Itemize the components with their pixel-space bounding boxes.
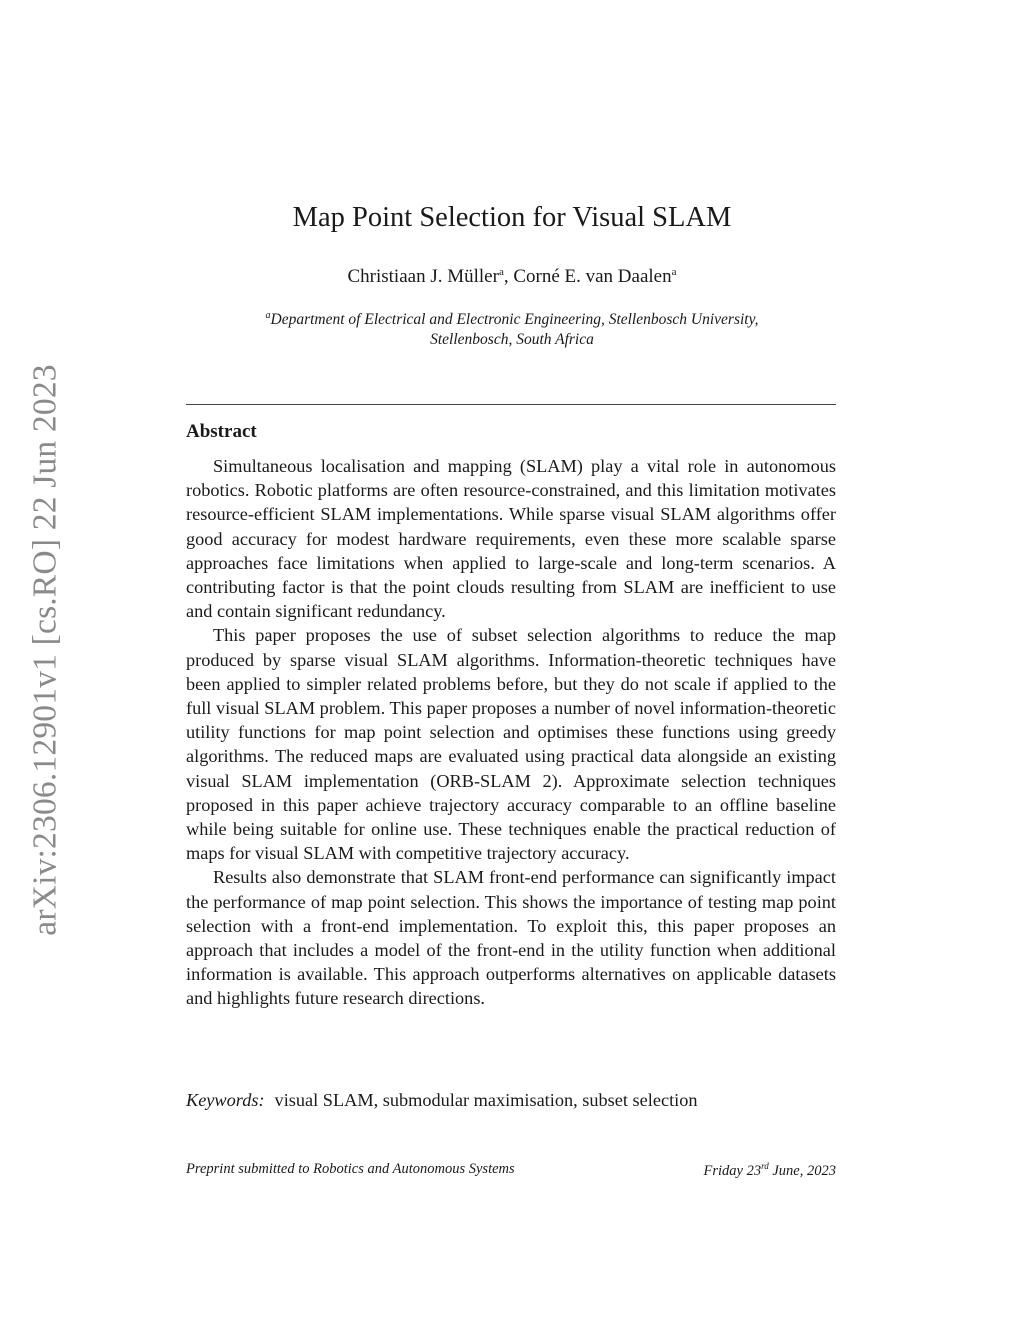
paper-title: Map Point Selection for Visual SLAM [292, 202, 732, 233]
footer-date [703, 1161, 836, 1180]
arxiv-side-stamp [26, 358, 66, 941]
horizontal-rule [186, 404, 836, 405]
affiliation-line [0, 306, 1024, 330]
author-affiliation-mark: a [671, 266, 677, 278]
abstract-body [186, 454, 836, 1011]
keywords-label: Keywords: [186, 1090, 265, 1110]
abstract-paragraph: This paper proposes the use of subset selection algorithms to reduce the map produced by sparse visual SLAM algorithms. Information-theoretic techniques have been applied to simpler related problems before, but they do not scale if applied to the full visual SLAM problem. This paper proposes a number of novel information-theoretic utility functions for map point selection and optimises these functions using greedy algorithms. The reduced maps are evaluated using practical data alongside an existing visual SLAM implementation (ORB-SLAM 2). Approximate selection techniques proposed in this paper achieve trajectory accuracy comparable to an offline baseline while being suitable for online use. These techniques enable the practical reduction of maps for visual SLAM with competitive trajectory accuracy. [186, 625, 836, 864]
affiliation-line: Stellenbosch, South Africa [430, 331, 594, 348]
author-name: Corné E. van Daalen [513, 266, 672, 287]
affiliation-mark: a [265, 310, 271, 321]
footer-date-prefix: Friday 23 [703, 1163, 762, 1179]
abstract-heading: Abstract [186, 421, 257, 442]
page-footer [186, 1161, 836, 1180]
abstract-paragraph: Simultaneous localisation and mapping (SLAM) play a vital role in autonomous robotics. Robotic platforms are often resource-constrained, and this limitation motivates resource-efficient SLAM implementations. While sparse visual SLAM algorithms offer good accuracy for modest hardware requirements, even these more scalable sparse approaches face limitations when applied to large-scale and long-term scenarios. A contributing factor is that the point clouds resulting from SLAM are inefficient to use and contain significant redundancy. [186, 456, 836, 622]
keywords-line [186, 1090, 836, 1111]
arxiv-identifier: arXiv:2306.12901v1 [cs.RO] 22 Jun 2023 [27, 363, 65, 936]
author-name: Christiaan J. Müller [347, 266, 499, 287]
keywords-text: visual SLAM, submodular maximisation, subset selection [274, 1090, 698, 1110]
author-separator: , [503, 266, 514, 287]
footer-submission-note: Preprint submitted to Robotics and Autonomous Systems [186, 1161, 515, 1177]
author-affiliation-mark: a [498, 266, 504, 278]
footer-date-ordinal: rd [761, 1161, 769, 1171]
abstract-paragraph: Results also demonstrate that SLAM front-end performance can significantly impact the performance of map point selection. This shows the importance of testing map point selection with a front-end implementation. To exploit this, this paper proposes an approach that includes a model of the front-end in the utility function when additional information is available. This approach outperforms alternatives on applicable datasets and highlights future research directions. [186, 867, 836, 1009]
affiliation-block [0, 306, 1024, 350]
author-list [0, 266, 1024, 288]
footer-date-suffix: June, 2023 [768, 1163, 836, 1179]
affiliation-text: Department of Electrical and Electronic Engineering, Stellenbosch University, [270, 311, 759, 328]
